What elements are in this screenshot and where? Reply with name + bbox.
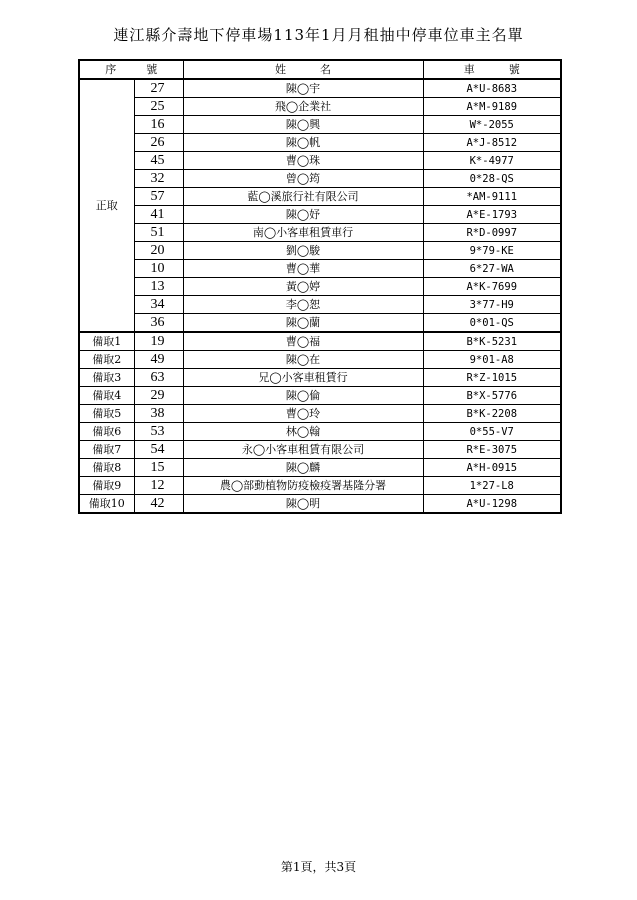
table-row — [79, 224, 561, 242]
draw-number: 15 — [134, 459, 183, 477]
header-sequence-char-1: 序 — [105, 62, 117, 76]
header-name — [183, 60, 423, 79]
draw-number: 16 — [134, 116, 183, 134]
owner-name: 永◯小客車租賃有限公司 — [183, 441, 423, 459]
owner-name: 曹◯福 — [183, 332, 423, 351]
alternate-label: 備取9 — [79, 477, 134, 495]
header-sequence — [79, 60, 183, 79]
table-row — [79, 79, 561, 98]
owner-name: 農◯部動植物防疫檢疫署基隆分署 — [183, 477, 423, 495]
draw-number: 36 — [134, 314, 183, 333]
alternate-label: 備取7 — [79, 441, 134, 459]
owner-name: 曾◯筠 — [183, 170, 423, 188]
alternate-label: 備取10 — [79, 495, 134, 514]
page-title: 連江縣介壽地下停車場113年1月月租抽中停車位車主名單 — [113, 26, 524, 44]
draw-number: 20 — [134, 242, 183, 260]
header-name-char-1: 姓 — [275, 62, 286, 76]
plate-number: 9*01-A8 — [423, 351, 561, 369]
table-row — [79, 369, 561, 387]
plate-number: 1*27-L8 — [423, 477, 561, 495]
plate-number: *AM-9111 — [423, 188, 561, 206]
alternate-label: 備取3 — [79, 369, 134, 387]
plate-number: A*K-7699 — [423, 278, 561, 296]
winners-table — [78, 59, 562, 514]
table-row — [79, 441, 561, 459]
owner-name: 陳◯明 — [183, 495, 423, 514]
plate-number: 0*28-QS — [423, 170, 561, 188]
draw-number: 54 — [134, 441, 183, 459]
owner-name: 陳◯宇 — [183, 79, 423, 98]
table-row — [79, 387, 561, 405]
owner-name: 陳◯麟 — [183, 459, 423, 477]
owner-name: 曹◯華 — [183, 260, 423, 278]
owner-name: 黃◯婷 — [183, 278, 423, 296]
owner-name: 陳◯帆 — [183, 134, 423, 152]
owner-name: 陳◯妤 — [183, 206, 423, 224]
draw-number: 49 — [134, 351, 183, 369]
table-row — [79, 405, 561, 423]
owner-name: 劉◯駿 — [183, 242, 423, 260]
alternate-label: 備取5 — [79, 405, 134, 423]
plate-number: K*-4977 — [423, 152, 561, 170]
draw-number: 12 — [134, 477, 183, 495]
draw-number: 34 — [134, 296, 183, 314]
plate-number: 0*55-V7 — [423, 423, 561, 441]
table-row — [79, 206, 561, 224]
plate-number: 3*77-H9 — [423, 296, 561, 314]
table-row — [79, 134, 561, 152]
owner-name: 林◯翰 — [183, 423, 423, 441]
table-row — [79, 170, 561, 188]
draw-number: 25 — [134, 98, 183, 116]
owner-name: 陳◯倫 — [183, 387, 423, 405]
alternate-label: 備取8 — [79, 459, 134, 477]
plate-number: A*M-9189 — [423, 98, 561, 116]
plate-number: 9*79-KE — [423, 242, 561, 260]
draw-number: 38 — [134, 405, 183, 423]
plate-number: B*K-5231 — [423, 332, 561, 351]
plate-number: A*H-0915 — [423, 459, 561, 477]
header-name-char-2: 名 — [320, 62, 331, 76]
table-row — [79, 495, 561, 514]
alternate-label: 備取6 — [79, 423, 134, 441]
alternate-label: 備取1 — [79, 332, 134, 351]
plate-number: 6*27-WA — [423, 260, 561, 278]
draw-number: 53 — [134, 423, 183, 441]
owner-name: 曹◯珠 — [183, 152, 423, 170]
table-row — [79, 152, 561, 170]
owner-name: 李◯恕 — [183, 296, 423, 314]
alternate-label: 備取2 — [79, 351, 134, 369]
draw-number: 57 — [134, 188, 183, 206]
table-row — [79, 459, 561, 477]
plate-number: R*E-3075 — [423, 441, 561, 459]
table-body — [79, 79, 561, 513]
header-sequence-char-2: 號 — [146, 62, 158, 76]
owner-name: 陳◯蘭 — [183, 314, 423, 333]
draw-number: 27 — [134, 79, 183, 98]
plate-number: B*K-2208 — [423, 405, 561, 423]
table-row — [79, 188, 561, 206]
plate-number: B*X-5776 — [423, 387, 561, 405]
draw-number: 19 — [134, 332, 183, 351]
plate-number: A*U-8683 — [423, 79, 561, 98]
draw-number: 45 — [134, 152, 183, 170]
plate-number: A*J-8512 — [423, 134, 561, 152]
table-row — [79, 477, 561, 495]
draw-number: 41 — [134, 206, 183, 224]
plate-number: A*E-1793 — [423, 206, 561, 224]
draw-number: 42 — [134, 495, 183, 514]
table-row — [79, 332, 561, 351]
table-row — [79, 423, 561, 441]
header-plate-char-1: 車 — [463, 62, 475, 76]
owner-name: 兄◯小客車租賃行 — [183, 369, 423, 387]
header-plate — [423, 60, 561, 79]
table-row — [79, 116, 561, 134]
table-row — [79, 314, 561, 333]
owner-name: 陳◯興 — [183, 116, 423, 134]
draw-number: 51 — [134, 224, 183, 242]
header-plate-char-2: 號 — [508, 62, 520, 76]
group-label-main: 正取 — [79, 79, 134, 332]
draw-number: 32 — [134, 170, 183, 188]
draw-number: 29 — [134, 387, 183, 405]
draw-number: 13 — [134, 278, 183, 296]
table-row — [79, 296, 561, 314]
owner-name: 曹◯玲 — [183, 405, 423, 423]
plate-number: 0*01-QS — [423, 314, 561, 333]
draw-number: 63 — [134, 369, 183, 387]
owner-name: 飛◯企業社 — [183, 98, 423, 116]
plate-number: A*U-1298 — [423, 495, 561, 514]
table-row — [79, 351, 561, 369]
table-row — [79, 98, 561, 116]
page-footer: 第1頁，共3頁 — [280, 860, 357, 874]
plate-number: R*Z-1015 — [423, 369, 561, 387]
alternate-label: 備取4 — [79, 387, 134, 405]
plate-number: R*D-0997 — [423, 224, 561, 242]
table-row — [79, 278, 561, 296]
owner-name: 陳◯在 — [183, 351, 423, 369]
plate-number: W*-2055 — [423, 116, 561, 134]
draw-number: 10 — [134, 260, 183, 278]
owner-name: 藍◯溪旅行社有限公司 — [183, 188, 423, 206]
table-row — [79, 242, 561, 260]
table-header-row — [79, 60, 561, 79]
draw-number: 26 — [134, 134, 183, 152]
table-row — [79, 260, 561, 278]
owner-name: 南◯小客車租賃車行 — [183, 224, 423, 242]
